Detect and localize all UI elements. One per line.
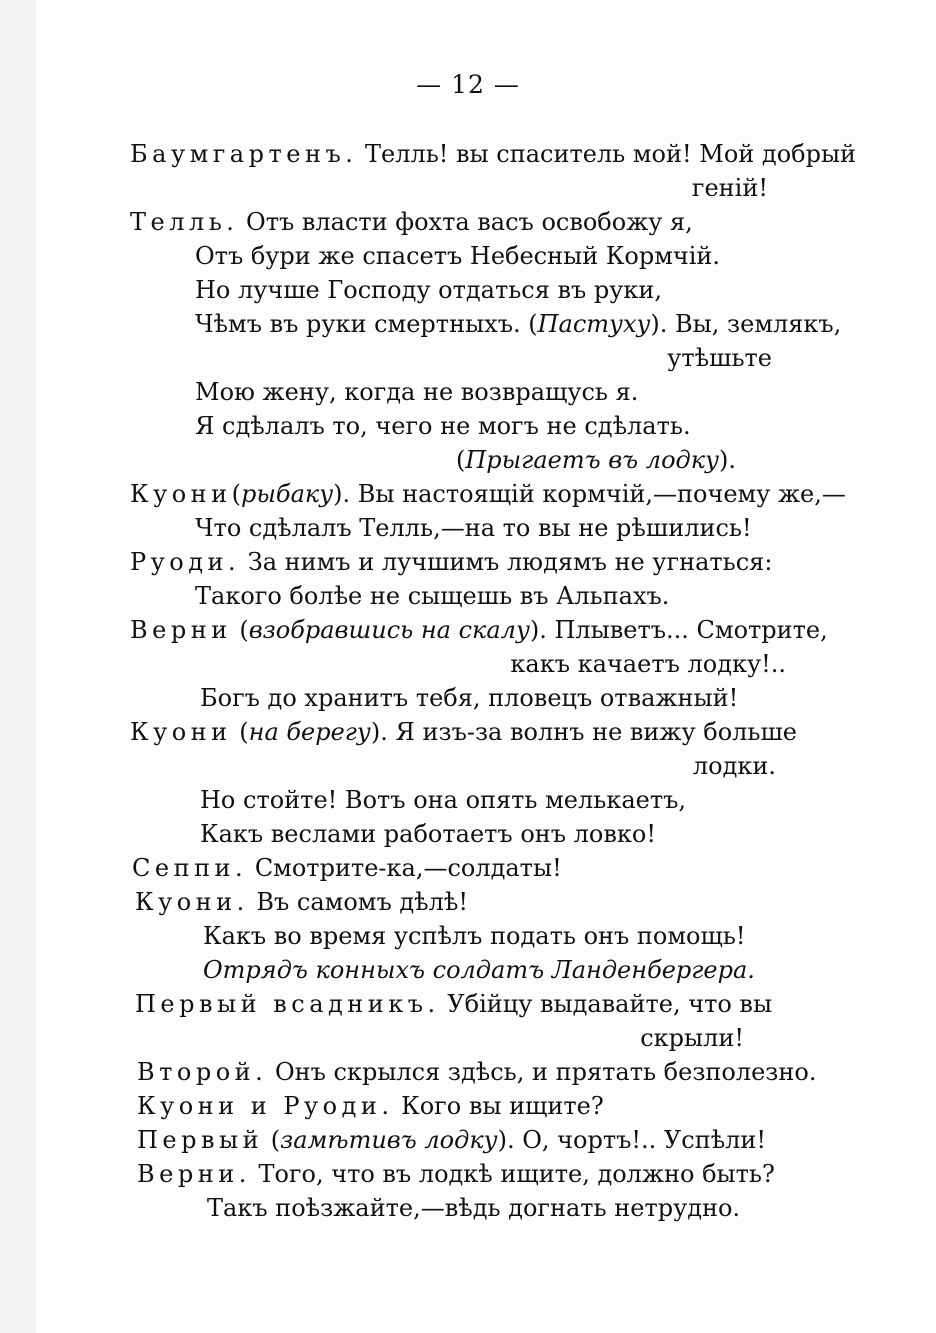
- line-8: Мою жену, когда не возвращусь я.: [195, 378, 639, 406]
- line-31: Верни. Того, что въ лодкѣ ищите, должно быть?: [137, 1160, 775, 1188]
- line-7: утѣшьте: [667, 344, 772, 372]
- stage-direction: на берегу: [248, 718, 371, 746]
- stage-direction: Пастуху: [537, 310, 651, 338]
- line-18: Куони (на берегу). Я изъ-за волнъ не вижу больше: [130, 718, 797, 746]
- stage-direction: рыбаку: [241, 480, 334, 508]
- speaker-name: Второй.: [137, 1058, 268, 1086]
- line-25: [203, 953, 755, 987]
- speaker-name: Первый: [137, 1126, 264, 1154]
- speaker-name: Первый всадникъ.: [135, 990, 440, 1018]
- line-15: Верни (взобравшись на скалу). Плыветъ... Смотрите,: [130, 616, 828, 644]
- stage-direction: замѣтивъ лодку: [280, 1126, 498, 1154]
- line-24: Какъ во время успѣлъ подать онъ помощь!: [203, 922, 746, 950]
- line-29: Куони и Руоди. Кого вы ищите?: [137, 1092, 604, 1120]
- line-22: Сеппи. Смотрите-ка,—солдаты!: [132, 854, 562, 882]
- speaker-name: Телль.: [130, 208, 239, 236]
- line-19: лодки.: [692, 752, 776, 780]
- line-20: Но стойте! Вотъ она опять мелькаетъ,: [200, 786, 686, 814]
- line-9: Я сдѣлалъ то, чего не могъ не сдѣлать.: [195, 412, 691, 440]
- line-2: геній!: [691, 174, 768, 202]
- line-10: (Прыгаетъ въ лодку).: [455, 446, 736, 474]
- speaker-name: Куони и Руоди.: [137, 1092, 394, 1120]
- line-12: Что сдѣлалъ Телль,—на то вы не рѣшились!: [195, 514, 752, 542]
- line-5: Но лучше Господу отдаться въ руки,: [195, 276, 663, 304]
- line-21: Какъ веслами работаетъ онъ ловко!: [200, 820, 656, 848]
- stage-direction: Прыгаетъ въ лодку: [465, 446, 719, 474]
- speaker-name: Баумгартенъ.: [130, 140, 358, 168]
- stage-direction: взобравшись на скалу: [248, 616, 530, 644]
- stage-direction: Отрядъ конныхъ солдатъ Ланденбергера.: [203, 956, 755, 984]
- speaker-name: Сеппи.: [132, 854, 248, 882]
- line-14: Такого болѣе не сыщешь въ Альпахъ.: [195, 582, 670, 610]
- page-number: — 12 —: [416, 70, 520, 99]
- line-13: Руоди. За нимъ и лучшимъ людямъ не угнаться:: [130, 548, 773, 576]
- line-6: Чѣмъ въ руки смертныхъ. (Пастуху). Вы, землякъ,: [195, 310, 842, 338]
- line-4: Отъ бури же спасетъ Небесный Кормчій.: [195, 242, 721, 270]
- line-23: Куони. Въ самомъ дѣлѣ!: [135, 888, 468, 916]
- line-28: Второй. Онъ скрылся здѣсь, и прятать безполезно.: [137, 1058, 817, 1086]
- line-16: какъ качаетъ лодку!..: [510, 650, 786, 678]
- speaker-name: Куони.: [135, 888, 249, 916]
- line-30: Первый (замѣтивъ лодку). О, чортъ!.. Успѣли!: [137, 1126, 767, 1154]
- line-26: Первый всадникъ. Убійцу выдавайте, что вы: [135, 990, 773, 1018]
- line-11: Куони(рыбаку). Вы настоящій кормчій,—почему же,—: [130, 480, 846, 508]
- speaker-name: Верни.: [137, 1160, 251, 1188]
- line-17: Богъ до хранитъ тебя, пловецъ отважный!: [200, 684, 739, 712]
- line-32: Такъ поѣзжайте,—вѣдь догнать нетрудно.: [207, 1194, 741, 1222]
- speaker-name: Куони: [130, 718, 232, 746]
- line-27: скрыли!: [640, 1024, 744, 1052]
- speaker-name: Куони: [130, 480, 232, 508]
- speaker-name: Руоди.: [130, 548, 241, 576]
- speaker-name: Верни: [130, 616, 232, 644]
- line-3: Телль. Отъ власти фохта васъ освобожу я,: [130, 208, 693, 236]
- line-1: Баумгартенъ. Телль! вы спаситель мой! Мой добрый: [130, 140, 857, 168]
